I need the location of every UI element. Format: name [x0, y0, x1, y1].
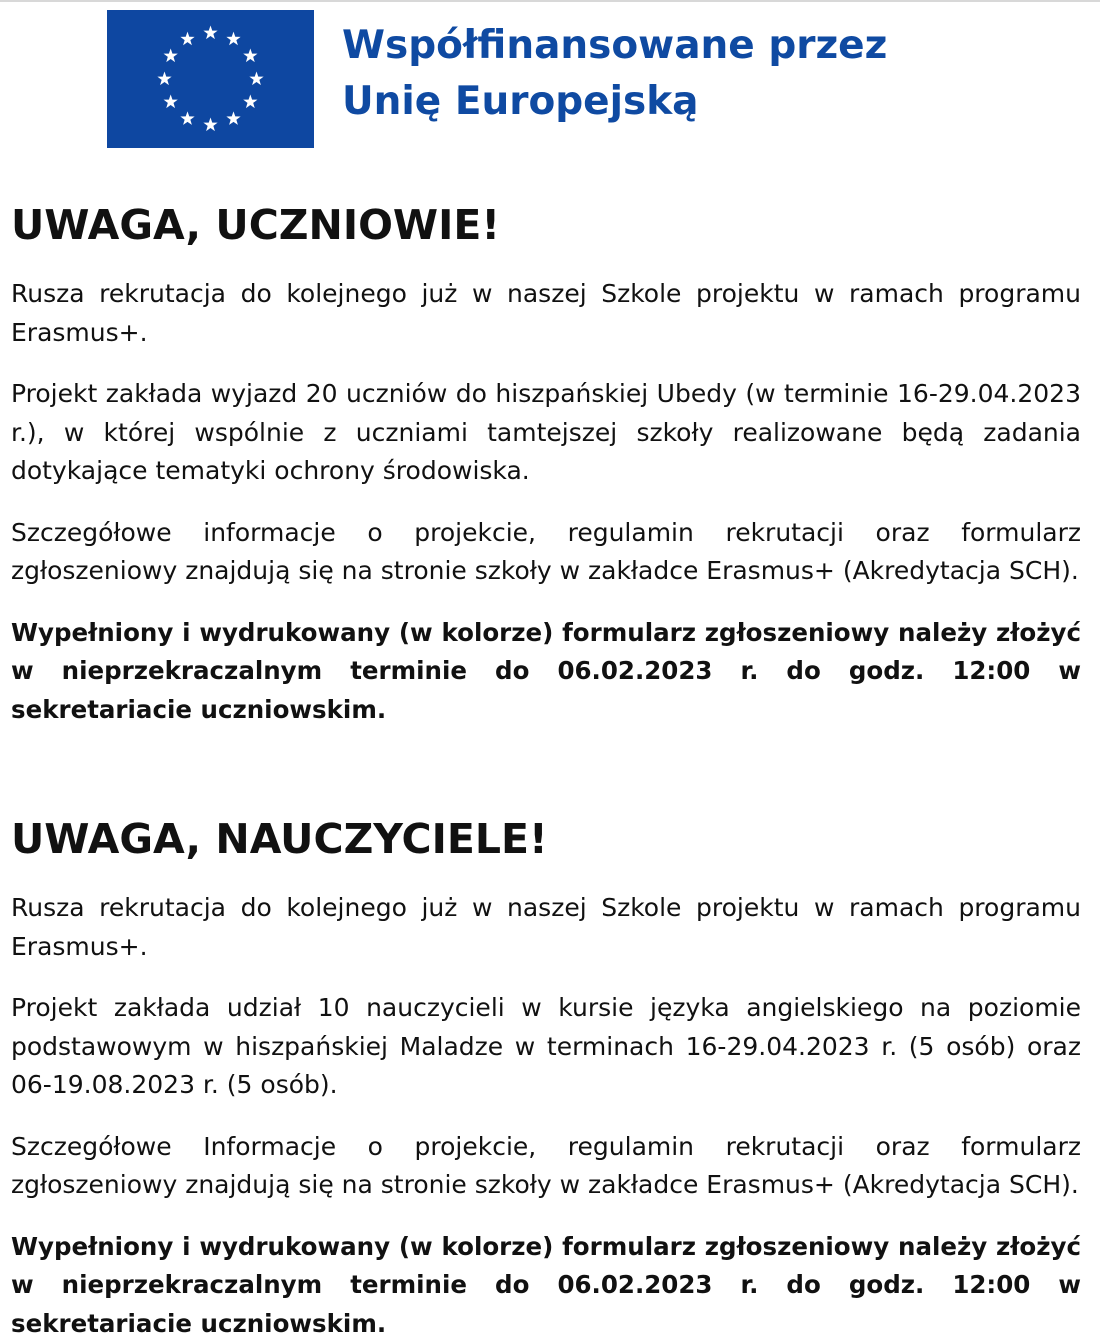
eu-logo-text-line1: Współfinansowane przez [342, 23, 888, 68]
eu-flag-icon [107, 10, 314, 148]
teachers-deadline-notice: Wypełniony i wydrukowany (w kolorze) formularz zgłoszeniowy należy złożyć w nieprzekraczalnym terminie do 06.02.2023 r. do godz. 12:00 w sekretariacie uczniowskim. [11, 1231, 1081, 1338]
students-paragraph-2: Projekt zakłada wyjazd 20 uczniów do hiszpańskiej Ubedy (w terminie 16-29.04.2023 r.), w której wspólnie z uczniami tamtejszej szkoły realizowane będą zadania dotykające tematyki ochrony środowiska. [11, 379, 1081, 485]
students-section [11, 190, 1081, 729]
students-paragraph-3: Szczegółowe informacje o projekcie, regulamin rekrutacji oraz formularz zgłoszeniowy znajdują się na stronie szkoły w zakładce Erasmus+ (Akredytacja SCH). [11, 517, 1081, 585]
teachers-paragraph-1: Rusza rekrutacja do kolejnego już w naszej Szkole projektu w ramach programu Erasmus+. [11, 893, 1081, 961]
teachers-heading: UWAGA, NAUCZYCIELE! [11, 815, 548, 863]
teachers-paragraph-2: Projekt zakłada udział 10 nauczycieli w kursie języka angielskiego na poziomie podstawowym w hiszpańskiej Maladze w terminach 16-29.04.2023 r. (5 osób) oraz 06-19.08.2023 r. (5 osób). [11, 993, 1081, 1099]
eu-logo-text-line2: Unię Europejską [342, 79, 699, 124]
announcement-content [11, 190, 1081, 1343]
students-heading: UWAGA, UCZNIOWIE! [11, 201, 501, 249]
students-deadline-notice: Wypełniony i wydrukowany (w kolorze) formularz zgłoszeniowy należy złożyć w nieprzekraczalnym terminie do 06.02.2023 r. do godz. 12:00 w sekretariacie uczniowskim. [11, 617, 1081, 724]
teachers-paragraph-3: Szczegółowe Informacje o projekcie, regulamin rekrutacji oraz formularz zgłoszeniowy znajdują się na stronie szkoły w zakładce Erasmus+ (Akredytacja SCH). [11, 1131, 1081, 1199]
eu-cofinancing-logo [107, 10, 907, 150]
students-paragraph-1: Rusza rekrutacja do kolejnego już w naszej Szkole projektu w ramach programu Erasmus+. [11, 279, 1081, 347]
eu-logo-text [342, 18, 887, 130]
teachers-section [11, 804, 1081, 1343]
top-divider [0, 0, 1100, 2]
